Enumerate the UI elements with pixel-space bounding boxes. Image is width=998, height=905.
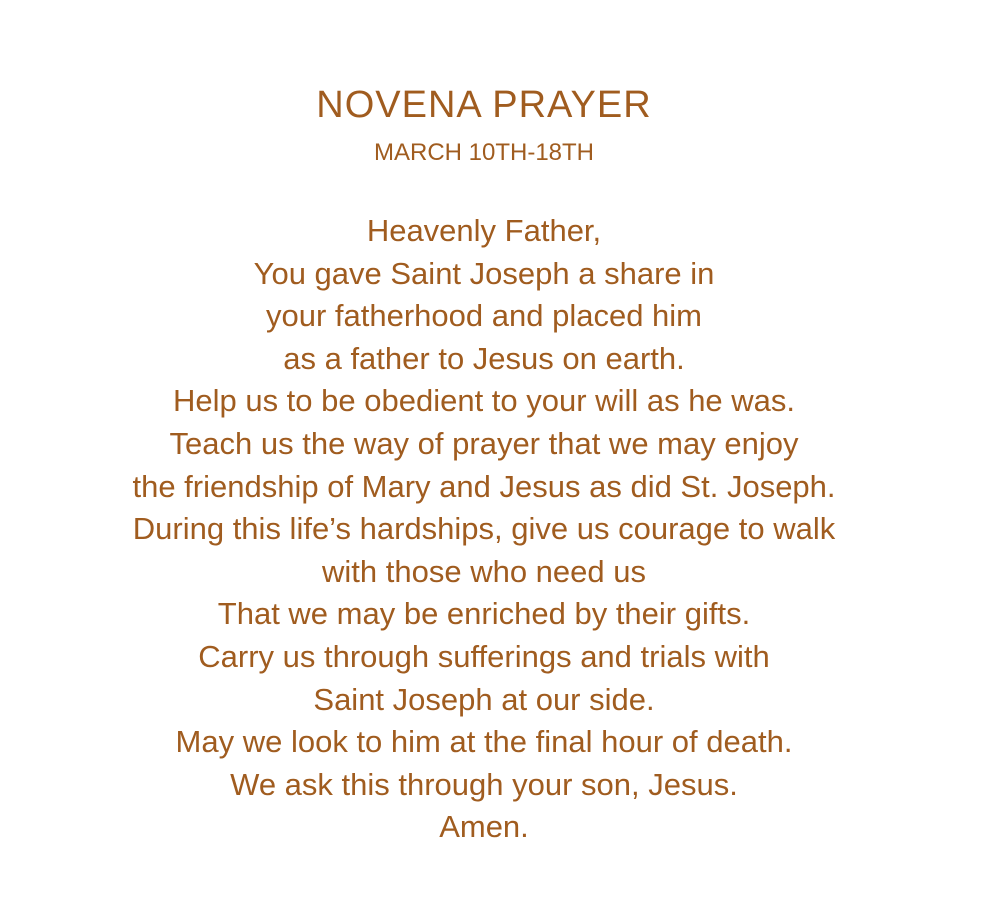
prayer-line: During this life’s hardships, give us courage to walk xyxy=(132,511,836,547)
prayer-line: your fatherhood and placed him xyxy=(265,298,702,334)
page-title: NOVENA PRAYER xyxy=(316,84,652,126)
prayer-line: Help us to be obedient to your will as he was. xyxy=(172,383,796,419)
prayer-line: May we look to him at the final hour of death. xyxy=(175,724,793,760)
prayer-text xyxy=(0,210,968,849)
prayer-line: the friendship of Mary and Jesus as did St. Joseph. xyxy=(132,468,836,504)
prayer-line: with those who need us xyxy=(322,553,646,589)
prayer-line: Teach us the way of prayer that we may enjoy xyxy=(169,425,799,461)
date-range-subtitle: MARCH 10TH-18TH xyxy=(373,139,595,166)
prayer-line: You gave Saint Joseph a share in xyxy=(253,255,715,291)
prayer-line: We ask this through your son, Jesus. xyxy=(230,766,738,802)
prayer-line: Saint Joseph at our side. xyxy=(313,681,655,717)
prayer-line: as a father to Jesus on earth. xyxy=(283,340,685,376)
prayer-closing: Amen. xyxy=(439,809,529,845)
prayer-line: Carry us through sufferings and trials with xyxy=(198,638,770,674)
prayer-line: That we may be enriched by their gifts. xyxy=(217,596,751,632)
prayer-line: Heavenly Father, xyxy=(366,213,602,248)
